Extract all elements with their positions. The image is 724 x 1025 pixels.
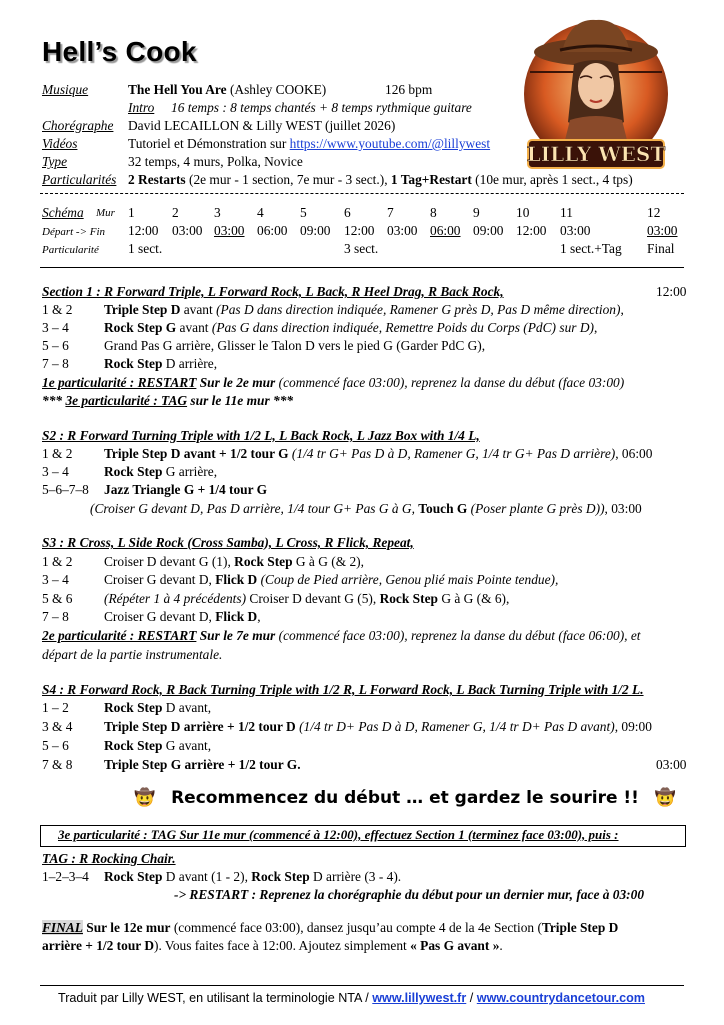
schema-depart-11: 03:00 bbox=[560, 223, 591, 238]
restart-banner bbox=[134, 788, 676, 808]
schema-depart-label: Départ -> Fin bbox=[42, 226, 106, 238]
musique-label: Musique bbox=[42, 82, 89, 97]
schema-depart-5: 09:00 bbox=[300, 223, 331, 238]
musique-value: The Hell You Are (Ashley COOKE) bbox=[128, 82, 327, 97]
s3-count-1: 1 & 2 bbox=[42, 554, 73, 569]
tag-restart: -> RESTART : Reprenez la chorégraphie du début pour un dernier mur, face à 03:00 bbox=[174, 887, 645, 902]
s4-step-4-time: 03:00 bbox=[656, 757, 687, 772]
schema-depart-8: 06:00 bbox=[430, 223, 461, 238]
schema-depart-9: 09:00 bbox=[473, 223, 504, 238]
schema-mur-6: 6 bbox=[344, 205, 351, 220]
schema-partic-1: 1 sect. bbox=[128, 241, 163, 256]
lilly-west-logo bbox=[520, 12, 672, 188]
particularite-2-line2: départ de la partie instrumentale. bbox=[42, 647, 223, 662]
schema-mur-12: 12 bbox=[647, 205, 661, 220]
schema-mur-1: 1 bbox=[128, 205, 135, 220]
particularites-label: Particularités bbox=[42, 172, 117, 187]
schema-mur-5: 5 bbox=[300, 205, 307, 220]
s4-step-1: Rock Step D avant, bbox=[104, 700, 212, 715]
choreographer-value: David LECAILLON & Lilly WEST (juillet 2026) bbox=[128, 118, 396, 133]
schema-partic-11: 1 sect.+Tag bbox=[560, 241, 622, 256]
bpm: 126 bpm bbox=[385, 82, 433, 97]
s2-step-1: Triple Step D avant + 1/2 tour G (1/4 tr G+ Pas D à D, Ramener G, 1/4 tr G+ Pas D arrière), 06:00 bbox=[104, 446, 653, 461]
cowboy-emoji-icon: 🤠 bbox=[134, 788, 156, 808]
schema-mur-11: 11 bbox=[560, 205, 573, 220]
particularite-1: 1e particularité : RESTART Sur le 2e mur (commencé face 03:00), reprenez la danse du début (face 03:00) bbox=[42, 375, 625, 390]
particularite-3: 3e particularité : TAG Sur 11e mur (commencé à 12:00), effectuez Section 1 (terminez face 03:00), puis : bbox=[58, 827, 619, 842]
s1-step-3: Grand Pas G arrière, Glisser le Talon D vers le pied G (Garder PdC G), bbox=[104, 338, 486, 353]
s1-step-1: Triple Step D avant (Pas D dans direction indiquée, Ramener G près D, Pas D même direction), bbox=[104, 302, 624, 317]
s1-step-2: Rock Step G avant (Pas G dans direction indiquée, Remettre Poids du Corps (PdC) sur D), bbox=[104, 320, 598, 335]
schema-mur-label: Mur bbox=[96, 207, 115, 219]
cowboy-emoji-icon: 🤠 bbox=[654, 788, 677, 808]
s2-step-2: Rock Step G arrière, bbox=[104, 464, 218, 479]
s2-count-1: 1 & 2 bbox=[42, 446, 73, 461]
s2-count-3: 5–6–7–8 bbox=[42, 482, 89, 497]
youtube-link[interactable]: https://www.youtube.com/@lillywest bbox=[289, 136, 491, 151]
s4-step-2: Triple Step D arrière + 1/2 tour D (1/4 tr D+ Pas D à D, Ramener G, 1/4 tr D+ Pas D avant), 09:00 bbox=[104, 719, 652, 734]
restart-banner-text: Recommencez du début … et gardez le sourire !! bbox=[171, 788, 639, 808]
schema-mur-7: 7 bbox=[387, 205, 394, 220]
schema-mur-8: 8 bbox=[430, 205, 437, 220]
s2-step-3: Jazz Triangle G + 1/4 tour G bbox=[104, 482, 268, 497]
s3-count-2: 3 – 4 bbox=[42, 572, 69, 587]
s2-step-3-detail: (Croiser G devant D, Pas D arrière, 1/4 tour G+ Pas G à G, Touch G (Poser plante G près D)), 03:00 bbox=[90, 501, 642, 516]
page-title: Hell’s Cook bbox=[42, 36, 197, 67]
s4-count-2: 3 & 4 bbox=[42, 719, 73, 734]
schema-mur-9: 9 bbox=[473, 205, 480, 220]
section-4-heading: S4 : R Forward Rock, R Back Turning Triple with 1/2 R, L Forward Rock, L Back Turning Triple with 1/2 L. bbox=[42, 682, 644, 697]
s3-step-4: Croiser G devant D, Flick D, bbox=[104, 609, 261, 624]
intro-text: 16 temps : 8 temps chantés + 8 temps rythmique guitare bbox=[171, 100, 472, 115]
type-value: 32 temps, 4 murs, Polka, Novice bbox=[128, 154, 303, 169]
schema-depart-12: 03:00 bbox=[647, 223, 678, 238]
schema-top-rule bbox=[40, 193, 684, 194]
lillywest-link[interactable]: www.lillywest.fr bbox=[372, 991, 467, 1005]
section-1-time: 12:00 bbox=[656, 284, 687, 299]
type-label: Type bbox=[42, 154, 68, 169]
videos-value: Tutoriel et Démonstration sur https://www.youtube.com/@lillywest bbox=[128, 136, 491, 151]
intro-label: Intro bbox=[128, 100, 155, 115]
schema-partic-6: 3 sect. bbox=[344, 241, 379, 256]
tag-heading: TAG : R Rocking Chair. bbox=[42, 851, 176, 866]
schema-mur-10: 10 bbox=[516, 205, 530, 220]
final-line-1: FINAL Sur le 12e mur (commencé face 03:00), dansez jusqu’au compte 4 de la 4e Section (Triple Step D bbox=[42, 920, 619, 935]
schema-depart-3: 03:00 bbox=[214, 223, 245, 238]
particularites-value: 2 Restarts (2e mur - 1 section, 7e mur - 3 sect.), 1 Tag+Restart (10e mur, après 1 sect., 4 tps) bbox=[128, 172, 633, 187]
section-3-heading: S3 : R Cross, L Side Rock (Cross Samba), L Cross, R Flick, Repeat, bbox=[42, 535, 414, 550]
s1-step-4: Rock Step D arrière, bbox=[104, 356, 218, 371]
s4-count-3: 5 – 6 bbox=[42, 738, 69, 753]
particularite-3-note: *** 3e particularité : TAG sur le 11e mur *** bbox=[42, 393, 294, 408]
s3-count-4: 7 – 8 bbox=[42, 609, 69, 624]
schema-mur-4: 4 bbox=[257, 205, 264, 220]
s4-step-4: Triple Step G arrière + 1/2 tour G. bbox=[104, 757, 301, 772]
s4-count-4: 7 & 8 bbox=[42, 757, 73, 772]
schema-depart-4: 06:00 bbox=[257, 223, 288, 238]
schema-mur-3: 3 bbox=[214, 205, 221, 220]
s1-count-1: 1 & 2 bbox=[42, 302, 73, 317]
countrydancetour-link[interactable]: www.countrydancetour.com bbox=[476, 991, 645, 1005]
schema-depart-2: 03:00 bbox=[172, 223, 203, 238]
footer-rule bbox=[40, 985, 684, 986]
tag-step: Rock Step D avant (1 - 2), Rock Step D arrière (3 - 4). bbox=[104, 869, 402, 884]
s3-step-3: (Répéter 1 à 4 précédents) Croiser D devant G (5), Rock Step G à G (& 6), bbox=[104, 591, 510, 606]
schema-depart-10: 12:00 bbox=[516, 223, 547, 238]
s2-count-2: 3 – 4 bbox=[42, 464, 69, 479]
s1-count-2: 3 – 4 bbox=[42, 320, 69, 335]
s1-count-3: 5 – 6 bbox=[42, 338, 69, 353]
s3-step-2: Croiser G devant D, Flick D (Coup de Pied arrière, Genou plié mais Pointe tendue), bbox=[104, 572, 559, 587]
s4-step-3: Rock Step G avant, bbox=[104, 738, 212, 753]
particularite-2: 2e particularité : RESTART Sur le 7e mur (commencé face 03:00), reprenez la danse du début (face 06:00), et bbox=[42, 628, 641, 643]
videos-label: Vidéos bbox=[42, 136, 78, 151]
s1-count-4: 7 – 8 bbox=[42, 356, 69, 371]
final-line-2: arrière + 1/2 tour D). Vous faites face à 12:00. Ajoutez simplement « Pas G avant ». bbox=[42, 938, 503, 953]
section-2-heading: S2 : R Forward Turning Triple with 1/2 L, L Back Rock, L Jazz Box with 1/4 L, bbox=[42, 428, 480, 443]
s3-step-1: Croiser D devant G (1), Rock Step G à G (& 2), bbox=[104, 554, 364, 569]
tag-count: 1–2–3–4 bbox=[42, 869, 89, 884]
schema-mur-2: 2 bbox=[172, 205, 179, 220]
schema-partic-12: Final bbox=[647, 241, 675, 256]
schema-depart-7: 03:00 bbox=[387, 223, 418, 238]
footer: Traduit par Lilly WEST, en utilisant la terminologie NTA / www.lillywest.fr / www.countrydancetour.com bbox=[58, 991, 645, 1005]
schema-partic-label: Particularité bbox=[42, 244, 99, 256]
s4-count-1: 1 – 2 bbox=[42, 700, 69, 715]
schema-depart-6: 12:00 bbox=[344, 223, 375, 238]
schema-label: Schéma bbox=[42, 205, 84, 220]
choreographer-label: Chorégraphe bbox=[42, 118, 114, 133]
svg-text:LILLY WEST: LILLY WEST bbox=[526, 142, 666, 166]
section-1-heading: Section 1 : R Forward Triple, L Forward Rock, L Back, R Heel Drag, R Back Rock, bbox=[42, 284, 504, 299]
schema-bottom-rule bbox=[40, 267, 684, 268]
s3-count-3: 5 & 6 bbox=[42, 591, 73, 606]
schema-depart-1: 12:00 bbox=[128, 223, 159, 238]
